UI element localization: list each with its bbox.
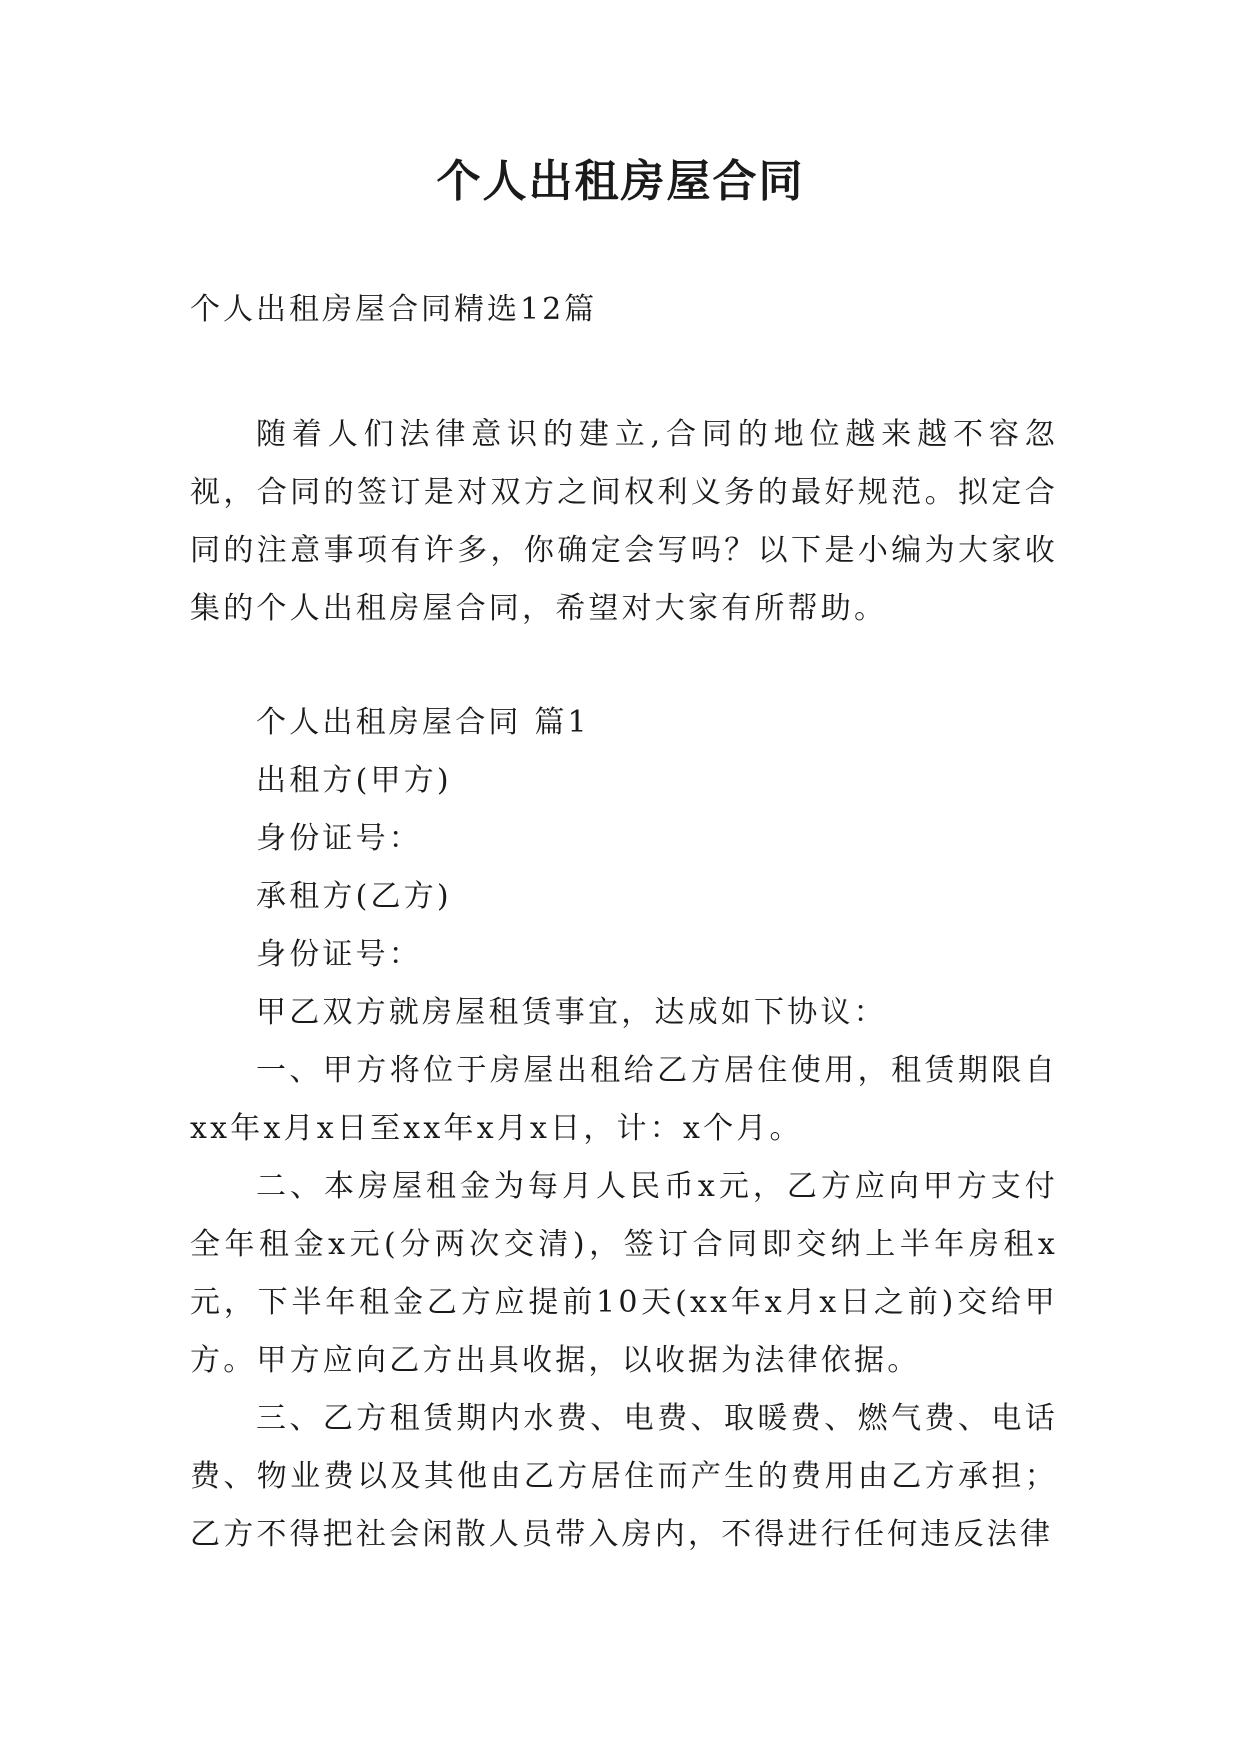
lessor-id-line: 身份证号： xyxy=(256,821,422,856)
lessee-id-line: 身份证号： xyxy=(256,937,422,972)
contract-body xyxy=(190,694,1058,1564)
document-subtitle: 个人出租房屋合同精选12篇 xyxy=(190,292,598,327)
agreement-intro: 甲乙双方就房屋租赁事宜，达成如下协议： xyxy=(256,995,887,1030)
lessor-line: 出租方(甲方) xyxy=(256,763,452,798)
document-title: 个人出租房屋合同 xyxy=(436,156,805,207)
clause-2: 二、本房屋租金为每月人民币x元，乙方应向甲方支付全年租金x元(分两次交清)，签订合同即交纳上半年房租x元，下半年租金乙方应提前10天(xx年x月x日之前)交给甲方。甲方应向乙方出具收据，以收据为法律依据。 xyxy=(190,1169,1058,1378)
clause-3: 三、乙方租赁期内水费、电费、取暖费、燃气费、电话费、物业费以及其他由乙方居住而产生的费用由乙方承担；乙方不得把社会闲散人员带入房内，不得进行任何违反法律 xyxy=(190,1401,1058,1552)
intro-paragraph: 随着人们法律意识的建立,合同的地位越来越不容忽视，合同的签订是对双方之间权利义务的最好规范。拟定合同的注意事项有许多，你确定会写吗？以下是小编为大家收集的个人出租房屋合同，希望对大家有所帮助。 xyxy=(190,417,1058,626)
article-heading: 个人出租房屋合同 篇1 xyxy=(256,705,590,740)
clause-1: 一、甲方将位于房屋出租给乙方居住使用，租赁期限自xx年x月x日至xx年x月x日，计：x个月。 xyxy=(190,1053,1058,1146)
lessee-line: 承租方(乙方) xyxy=(256,879,452,914)
